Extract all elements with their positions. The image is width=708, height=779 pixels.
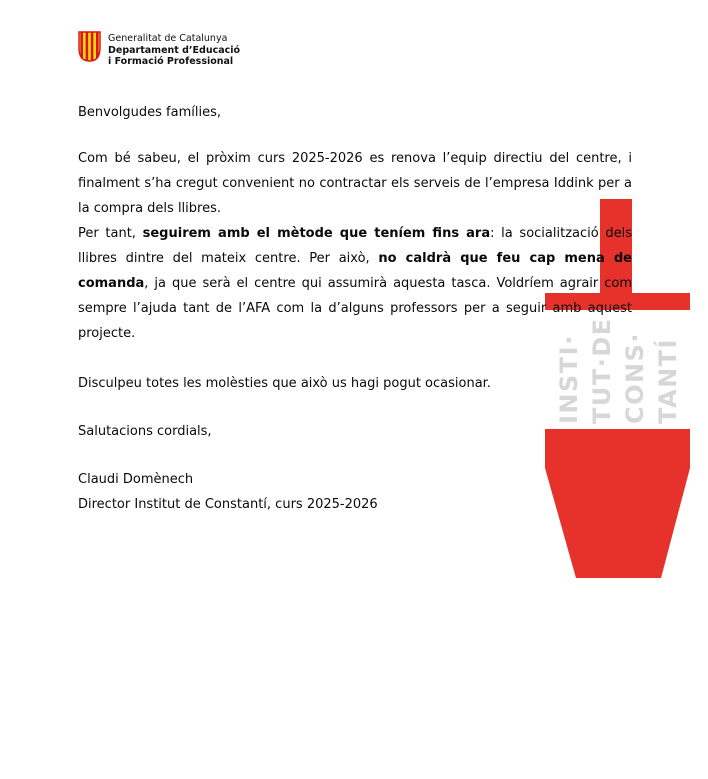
paragraph-2 bbox=[78, 221, 632, 346]
paragraph-apology: Disculpeu totes les molèsties que això us hagi pogut ocasionar. bbox=[78, 376, 491, 391]
paragraph-1-text: Com bé sabeu, el pròxim curs 2025-2026 es renova l’equip directiu del centre, i finalment s’ha cregut convenient no contractar els serveis de l’empresa Iddink per a la compra dels llibres. bbox=[78, 151, 632, 216]
org-department-line2: i Formació Professional bbox=[108, 56, 234, 67]
closing: Salutacions cordials, bbox=[78, 424, 212, 439]
signature-title: Director Institut de Constantí, curs 2025-2026 bbox=[78, 497, 378, 512]
org-name: Generalitat de Catalunya bbox=[108, 33, 228, 44]
paragraph-2-pre: Per tant, bbox=[78, 226, 143, 241]
bold-statement-method: seguirem amb el mètode que teníem fins ara bbox=[142, 226, 491, 241]
letterhead bbox=[78, 31, 240, 68]
signature-block bbox=[78, 467, 632, 517]
letter-body bbox=[78, 100, 632, 517]
bold-statement-no-order: no caldrà que feu cap mena de comanda bbox=[78, 251, 632, 291]
watermark-text-col4: TANTÍ bbox=[654, 338, 682, 424]
org-name-block bbox=[108, 31, 240, 68]
org-department: Departament d’Educació bbox=[108, 44, 241, 56]
paragraph-2-mid: : la socialització dels llibres dintre del mateix centre. Per això, bbox=[78, 226, 633, 266]
watermark-text-col1: INSTI· bbox=[555, 334, 583, 424]
gencat-shield-icon bbox=[78, 31, 101, 62]
salutation: Benvolgudes famílies, bbox=[78, 105, 222, 120]
signature-name: Claudi Domènech bbox=[78, 472, 194, 487]
watermark-text-col3: CONS· bbox=[621, 331, 649, 424]
paragraph-2-post: , ja que serà el centre qui assumirà aquesta tasca. Voldríem agrair com sempre l’ajuda tant de l’AFA com la d’alguns professors per a seguir amb aquest projecte. bbox=[78, 276, 632, 341]
watermark-text-col2: TUT·DE bbox=[588, 317, 616, 424]
paragraph-1 bbox=[78, 146, 632, 221]
